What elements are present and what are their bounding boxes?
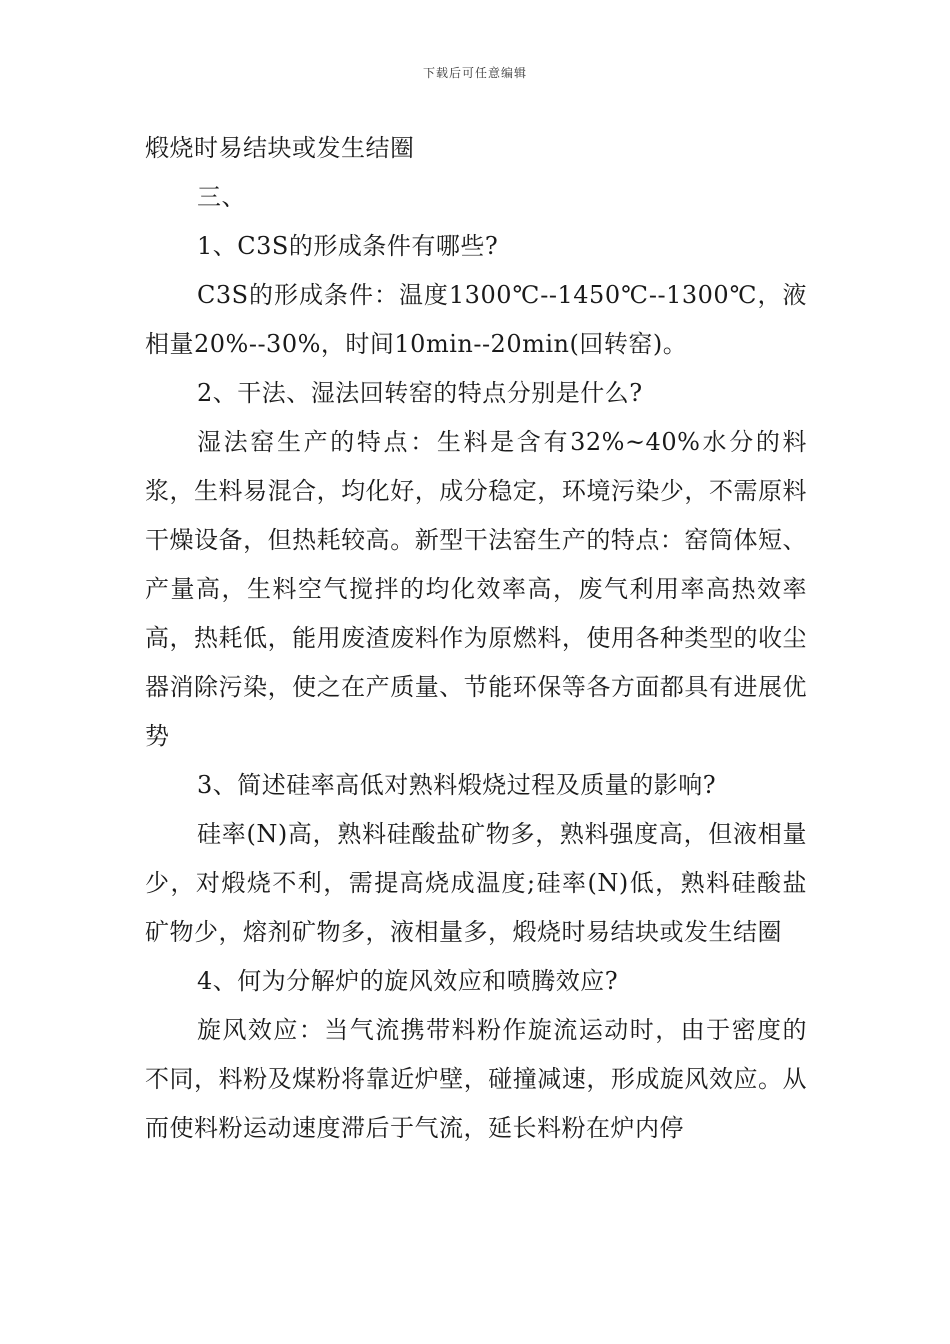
answer-4: 旋风效应：当气流携带料粉作旋流运动时，由于密度的不同，料粉及煤粉将靠近炉壁，碰撞减速，形成旋风效应。从而使料粉运动速度滞后于气流，延长料粉在炉内停 <box>145 1016 807 1142</box>
question-2: 2、干法、湿法回转窑的特点分别是什么? <box>197 379 643 407</box>
answer-1: C3S的形成条件：温度1300℃--1450℃--1300℃，液相量20%--30%，时间10min--20min(回转窑)。 <box>145 281 807 358</box>
answer-2: 湿法窑生产的特点：生料是含有32%~40%水分的料浆，生料易混合，均化好，成分稳定，环境污染少，不需原料干燥设备，但热耗较高。新型干法窑生产的特点：窑筒体短、产量高，生料空气搅拌的均化效率高，废气利用率高热效率高，热耗低，能用废渣废料作为原燃料，使用各种类型的收尘器消除污染，使之在产质量、节能环保等各方面都具有进展优势 <box>145 428 807 750</box>
question-3: 3、简述硅率高低对熟料煅烧过程及质量的影响? <box>197 771 717 799</box>
document-body <box>145 124 807 1153</box>
paragraph-1: 煅烧时易结块或发生结圈 <box>145 134 415 162</box>
page-header: 下载后可任意编辑 <box>422 66 527 80</box>
answer-3: 硅率(N)高，熟料硅酸盐矿物多，熟料强度高，但液相量少，对煅烧不利，需提高烧成温度;硅率(N)低，熟料硅酸盐矿物少，熔剂矿物多，液相量多，煅烧时易结块或发生结圈 <box>145 820 807 946</box>
question-1: 1、C3S的形成条件有哪些? <box>197 232 499 260</box>
question-4: 4、何为分解炉的旋风效应和喷腾效应? <box>197 967 619 995</box>
section-heading-3: 三、 <box>197 183 246 211</box>
